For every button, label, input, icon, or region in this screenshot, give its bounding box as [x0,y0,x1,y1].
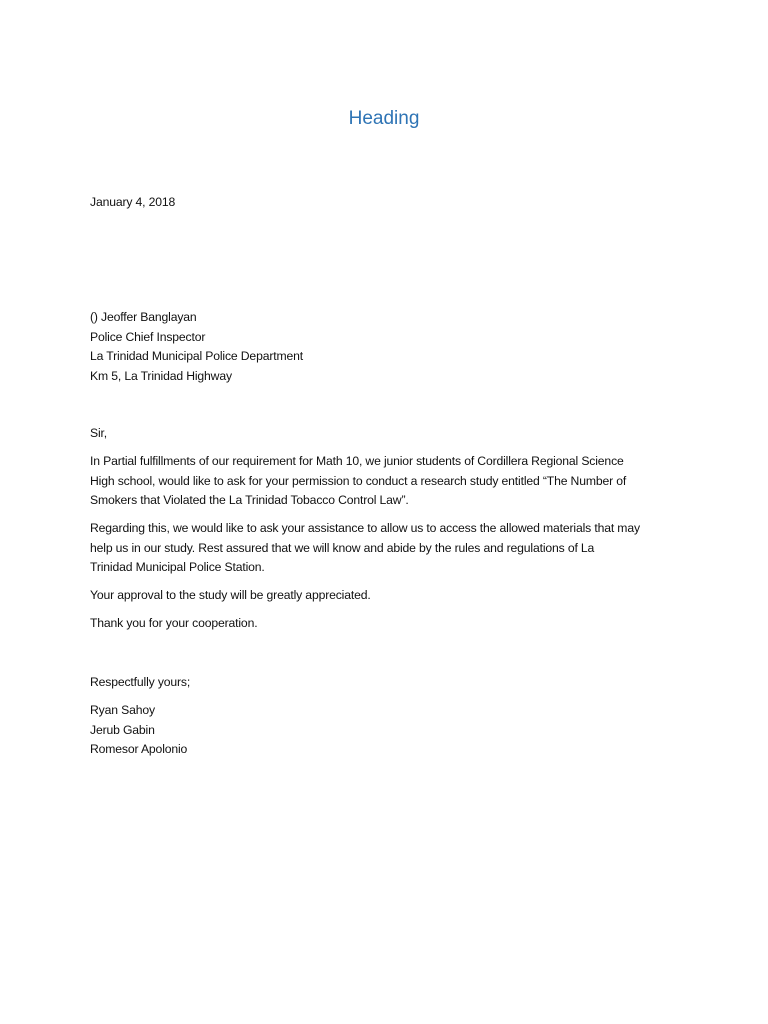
recipient-street-address: Km 5, La Trinidad Highway [90,368,232,383]
paragraph-line: High school, would like to ask for your permission to conduct a research study entitled “The Number of [90,473,627,488]
body-paragraph-4 [90,614,690,634]
paragraph-line: Regarding this, we would like to ask your assistance to allow us to access the allowed materials that may [90,521,640,535]
paragraph-line: Trinidad Municipal Police Station. [90,560,265,574]
recipient-department: La Trinidad Municipal Police Department [90,349,303,363]
body-paragraph-1 [90,452,690,511]
recipient-address-block [90,308,690,386]
paragraph-line: help us in our study. Rest assured that we will know and abide by the rules and regulations of La [90,540,595,555]
date-text: January 4, 2018 [90,195,176,209]
signatory-name: Ryan Sahoy [90,703,155,717]
closing [90,673,690,693]
paragraph-line: Thank you for your cooperation. [90,616,258,630]
letter-date [90,193,690,213]
paragraph-line: Smokers that Violated the La Trinidad Tobacco Control Law”. [90,493,409,507]
signatory-name: Romesor Apolonio [90,742,188,756]
body-paragraph-2 [90,519,690,578]
paragraph-line: Your approval to the study will be greatly appreciated. [90,588,371,602]
closing-text: Respectfully yours; [90,675,191,689]
document-heading: Heading [348,108,420,129]
recipient-name: () Jeoffer Banglayan [90,310,197,324]
salutation-text: Sir, [90,426,108,440]
recipient-title: Police Chief Inspector [90,329,206,344]
paragraph-line: In Partial fulfillments of our requirement for Math 10, we junior students of Cordillera Regional Science [90,454,624,468]
salutation [90,424,690,444]
signatories-block [90,701,690,760]
body-paragraph-3 [90,586,690,606]
signatory-name: Jerub Gabin [90,722,155,737]
